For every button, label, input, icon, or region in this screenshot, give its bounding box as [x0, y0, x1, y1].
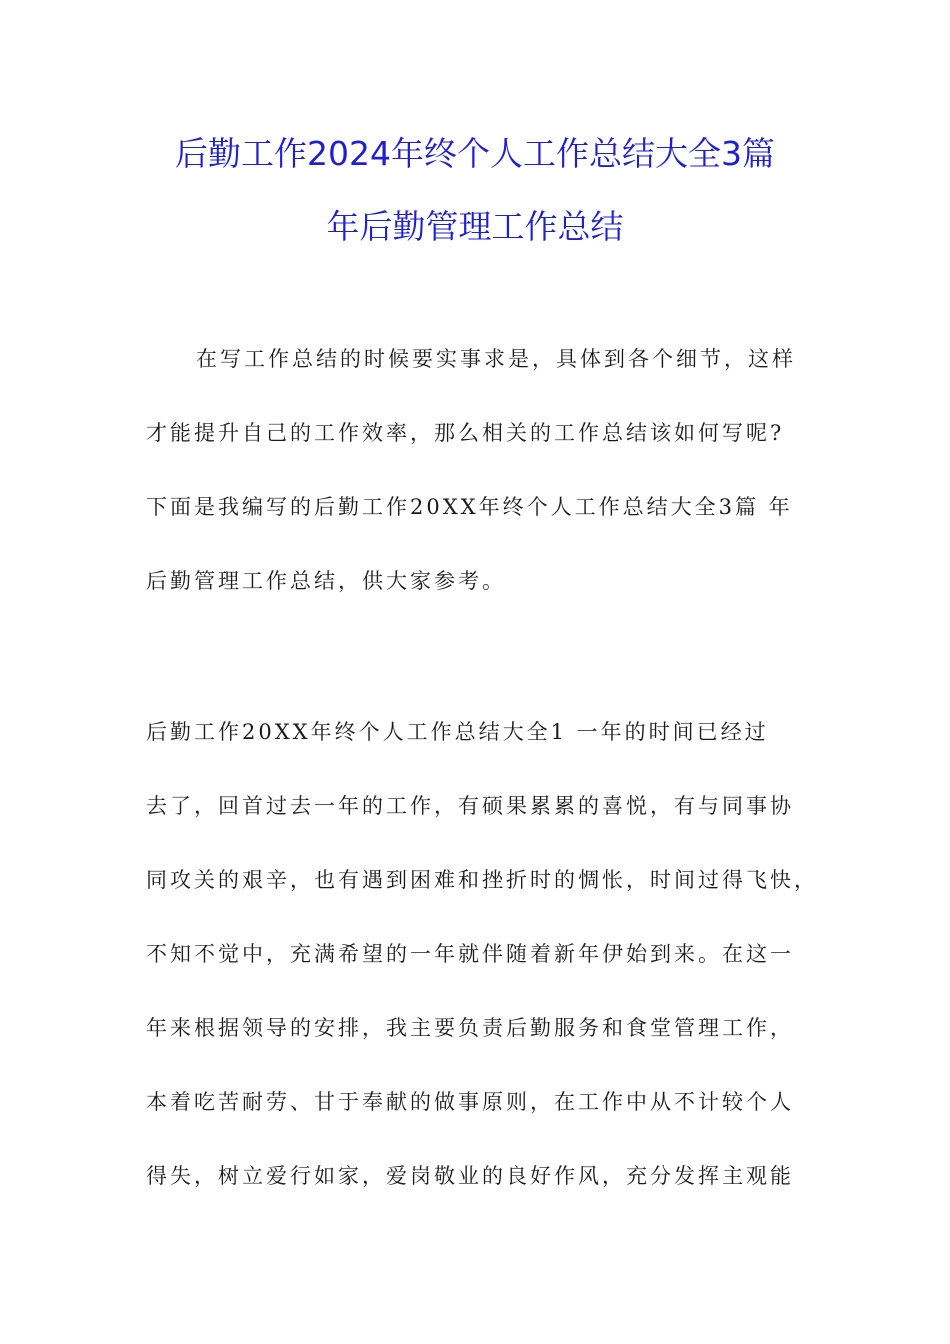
section-line: 去了，回首过去一年的工作，有硕果累累的喜悦，有与同事协	[146, 794, 794, 818]
section-line: 同攻关的艰辛，也有遇到困难和挫折时的惆怅，时间过得飞快，	[146, 868, 818, 892]
section-line: 不知不觉中，充满希望的一年就伴随着新年伊始到来。在这一	[146, 942, 794, 966]
section-line: 得失，树立爱行如家，爱岗敬业的良好作风，充分发挥主观能	[146, 1164, 794, 1188]
intro-line: 在写工作总结的时候要实事求是，具体到各个细节，这样	[196, 347, 796, 371]
section-line: 年来根据领导的安排，我主要负责后勤服务和食堂管理工作，	[146, 1016, 794, 1040]
intro-line: 才能提升自己的工作效率，那么相关的工作总结该如何写呢?	[146, 421, 785, 445]
intro-line: 下面是我编写的后勤工作20XX年终个人工作总结大全3篇 年	[146, 495, 793, 519]
document-title-line-1: 后勤工作2024年终个人工作总结大全3篇	[175, 134, 775, 173]
document-title-line-2: 年后勤管理工作总结	[326, 207, 624, 246]
section-line: 本着吃苦耐劳、甘于奉献的做事原则，在工作中从不计较个人	[146, 1090, 794, 1114]
section-line: 后勤工作20XX年终个人工作总结大全1 一年的时间已经过	[146, 720, 769, 744]
intro-line: 后勤管理工作总结，供大家参考。	[146, 569, 506, 593]
